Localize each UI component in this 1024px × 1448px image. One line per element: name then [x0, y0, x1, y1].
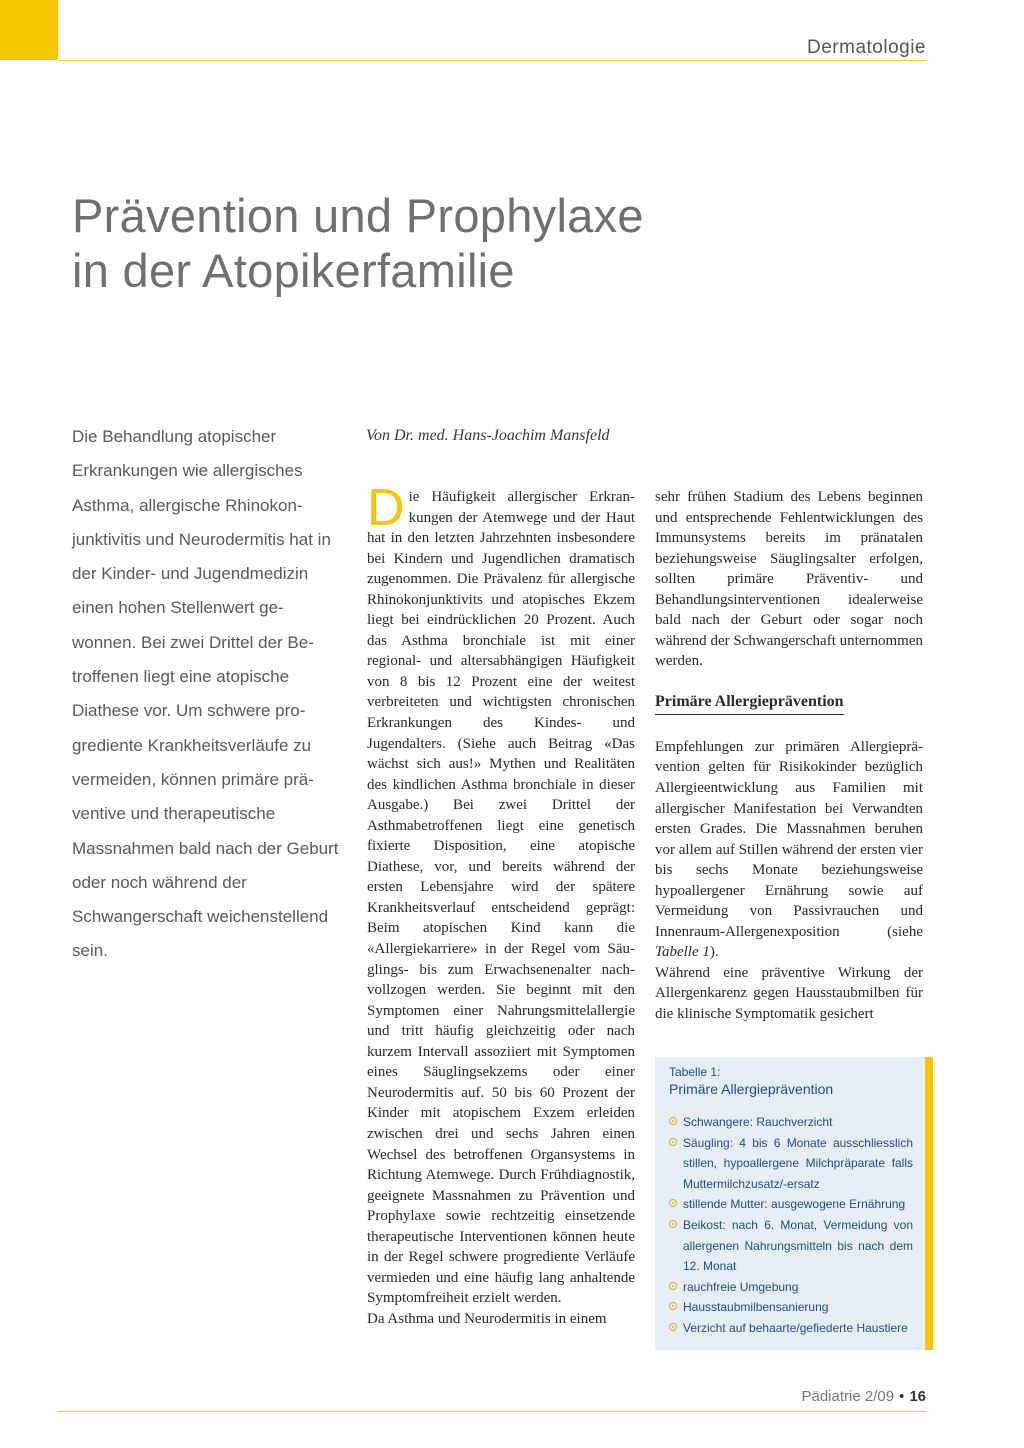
- table-title: Primäre Allergieprävention: [669, 1081, 834, 1097]
- table-1-box: [655, 1057, 933, 1350]
- table-item-text: Säugling: 4 bis 6 Monate ausschliesslich stillen, hypoallergene Milchpräparate falls Muttermilchzusatz/-ersatz: [683, 1135, 913, 1191]
- header-rule: [58, 60, 926, 61]
- table-item-text: stillende Mutter: ausgewogene Ernährung: [683, 1197, 906, 1212]
- section-heading: Primäre Allergieprävention: [655, 692, 844, 715]
- accent-tab: [0, 0, 58, 60]
- table-item-text: Verzicht auf behaarte/gefiederte Haustiere: [683, 1320, 908, 1335]
- title-line-2: in der Atopikerfamilie: [72, 244, 515, 297]
- circle-bullet-icon: [669, 1323, 677, 1331]
- body-paragraph: sehr frühen Stadium des Lebens beginnen und entsprechende Fehlentwicklungen des Immunsystems bereits im pränatalen beziehungsweise Säuglingsalter erfolgen, sollten primäre Präventiv- und Behandlungsinterventionen idealerweise bald nach der Geburt oder sogar noch während der Schwangerschaft unternommen werden.: [655, 489, 923, 670]
- paragraph-text: ).: [709, 944, 719, 961]
- body-paragraph: Während eine präventive Wirkung der Allergenkarenz gegen Hausstaubmilben für die klinische Symptomatik gesichert: [655, 964, 923, 1023]
- table-item-text: Beikost: nach 6. Monat, Vermeidung von allergenen Nahrungsmitteln bis nach dem 12. Monat: [683, 1217, 913, 1274]
- separator-dot: •: [899, 1388, 905, 1405]
- article-title: [72, 188, 872, 298]
- table-list-item: [669, 1318, 913, 1339]
- table-reference: Tabelle 1: [655, 944, 710, 961]
- page-footer: [801, 1388, 926, 1405]
- section-label: Dermatologie: [807, 37, 926, 58]
- circle-bullet-icon: [669, 1282, 677, 1290]
- table-item-text: Hausstaubmilbensanierung: [683, 1300, 829, 1315]
- body-column-1: [367, 479, 635, 1329]
- table-label: Tabelle 1:: [669, 1065, 721, 1079]
- circle-bullet-icon: [669, 1138, 677, 1146]
- table-item-text: rauchfreie Umgebung: [683, 1279, 799, 1294]
- table-list-item: [669, 1133, 913, 1195]
- paragraph-text: Empfehlungen zur primären Allergieprävention gelten für Risikokinder bezüglich Allergieentwicklung aus Familien mit allergischer Manifestation bei Verwandten ersten Grades. Die Massnahmen beruhen vor allem auf Stillen während der ersten vier bis sechs Monate beziehungsweise hypoallergener Ernährung sowie auf Vermeidung von Passivrauchen und Innenraum-Allergenexposition (siehe: [655, 738, 923, 940]
- body-paragraph: Da Asthma und Neurodermitis in einem: [367, 1310, 607, 1327]
- body-paragraph: [367, 479, 635, 1309]
- body-column-2: [655, 487, 923, 1025]
- footer-rule: [58, 1411, 926, 1412]
- table-list-item: [669, 1277, 913, 1298]
- circle-bullet-icon: [669, 1117, 677, 1125]
- paragraph-text: ie Häufigkeit allergischer Erkrankungen der Atemwege und der Haut hat in den letzten Jahrzehnten insbesondere bei Kindern und Jugendlichen dramatisch zugenommen. Die Prävalenz für allergische Rhinokonjunktivits und atopisches Ekzem liegt bei eindrücklichen 20 Prozent. Auch das Asthma bronchiale ist mit einer regional- und altersabhängigen Häufigkeit von 8 bis 12 Prozent eine der weitest verbreiteten und wichtigsten chronischen Erkrankungen des Kindes- und Jugendalters. (Siehe auch Beitrag «Das wächst sich aus!» Mythen und Realitäten des kindlichen Asthma bronchiale in dieser Ausgabe.) Bei zwei Drittel der Asthmabetroffenen liegt eine genetisch fixierte Disposition, eine atopische Diathese, vor, und bereits während der ersten Lebensjahre wird der spätere Krankheitsverlauf entscheidend geprägt: Beim atopischen Kind kann die «Allergiekarriere» in der Regel vom Säuglings- bis zum Erwachsenenalter nachvollzogen werden. Sie beginnt mit den Symptomen einer Nahrungsmittelallergie und tritt häufig gleichzeitig oder nach kurzem Intervall assoziiert mit Symptomen eines Säuglingsekzems oder einer Neurodermitis auf. 50 bis 60 Prozent der Kinder mit atopischem Exzem erleiden zwischen drei und sechs Jahren einen Wechsel des betroffenen Organsystems in Richtung Atemwege. Durch Frühdiagnostik, geeignete Massnahmen zu Prävention und Prophylaxe sowie rechtzeitig einsetzende therapeutische Interventionen können heute in der Regel schwere progrediente Verläufe vermieden und eine häufig lang anhaltende Symptomfreiheit erzielt werden.: [367, 489, 635, 1307]
- lead-paragraph: Die Behandlung atopischer Erkrankungen wie allergisches Asthma, allergische Rhinokonjunktivitis und Neurodermitis hat in der Kinder- und Jugendmedizin einen hohen Stellenwert gewonnen. Bei zwei Drittel der Betroffenen liegt eine atopische Diathese vor. Um schwere progrediente Krankheitsverläufe zu vermeiden, können primäre präventive und therapeutische Massnahmen bald nach der Geburt oder noch während der Schwangerschaft weichenstellend sein.: [72, 427, 339, 961]
- table-list-item: [669, 1112, 913, 1133]
- table-list: [669, 1112, 913, 1339]
- journal-issue: Pädiatrie 2/09: [801, 1388, 895, 1405]
- table-list-item: [669, 1194, 913, 1215]
- drop-cap: D: [367, 479, 405, 537]
- circle-bullet-icon: [669, 1220, 677, 1228]
- circle-bullet-icon: [669, 1302, 677, 1310]
- page-number: 16: [909, 1388, 926, 1405]
- circle-bullet-icon: [669, 1199, 677, 1207]
- title-line-1: Prävention und Prophylaxe: [72, 189, 644, 242]
- table-list-item: [669, 1297, 913, 1318]
- body-paragraph: [655, 737, 923, 963]
- table-item-text: Schwangere: Rauchverzicht: [683, 1115, 833, 1129]
- table-list-item: [669, 1215, 913, 1277]
- byline: Von Dr. med. Hans-Joachim Mansfeld: [366, 427, 610, 444]
